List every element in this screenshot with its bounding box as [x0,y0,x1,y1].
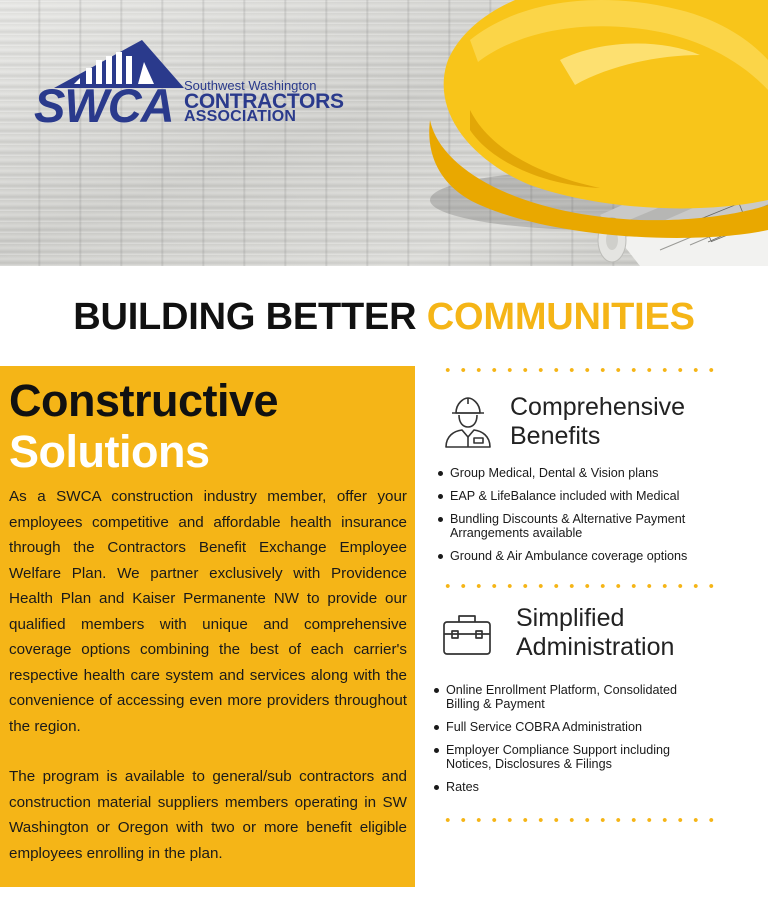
list-item: Employer Compliance Support including Notices, Disclosures & Filings [432,743,712,771]
worker-icon [440,393,496,449]
logo-region: Southwest Washington [184,78,317,93]
headline-part2: COMMUNITIES [426,296,695,338]
benefits-title [510,393,685,451]
logo-association: ASSOCIATION [184,108,297,125]
list-item: Online Enrollment Platform, Consolidated Billing & Payment [432,683,712,711]
logo-contractors: CONTRACTORS [184,90,344,113]
administration-title-line1: Simplified [516,604,625,632]
administration-header [440,604,740,664]
list-item: Bundling Discounts & Alternative Payment Arrangements available [436,512,726,540]
panel-title-line1: Constructive [9,375,279,426]
list-item: Group Medical, Dental & Vision plans [436,466,736,480]
swca-logo [34,38,344,132]
dotted-divider [440,368,716,372]
list-item: Full Service COBRA Administration [432,720,732,734]
dotted-divider [440,818,716,822]
hero-banner [0,0,768,266]
logo-abbreviation: SWCA [34,79,174,132]
toolbox-icon [440,604,496,660]
benefits-title-line2: Benefits [510,422,601,450]
benefits-title-line1: Comprehensive [510,393,686,421]
list-item: Rates [432,780,732,794]
constructive-solutions-panel [0,366,415,887]
panel-paragraph-2: The program is available to general/sub contractors and construction material suppliers members operating in SW Washington or Oregon with two or more benefit eligible employees enrolling in the plan. [9,768,407,862]
list-item: EAP & LifeBalance included with Medical [436,489,736,503]
headline-part1: BUILDING BETTER [73,296,417,338]
administration-list [432,683,732,803]
benefits-list [436,466,736,572]
administration-title-line2: Administration [516,633,675,661]
administration-title [516,604,674,662]
dotted-divider [440,584,716,588]
page-headline [0,296,768,339]
list-item: Ground & Air Ambulance coverage options [436,549,736,563]
panel-paragraph-1: As a SWCA construction industry member, offer your employees competitive and affordable health insurance through the Contractors Benefit Exchange Employee Welfare Plan. We partner exclusively with Providence Health Plan and Kaiser Permanente NW to provide our qualified members with unique and comprehensive coverage options combining the best of each carrier's respective health care system and services along with the convenience of accessing even more providers throughout the region. [9,488,407,735]
benefits-header [440,393,740,453]
panel-title-line2: Solutions [9,426,210,477]
